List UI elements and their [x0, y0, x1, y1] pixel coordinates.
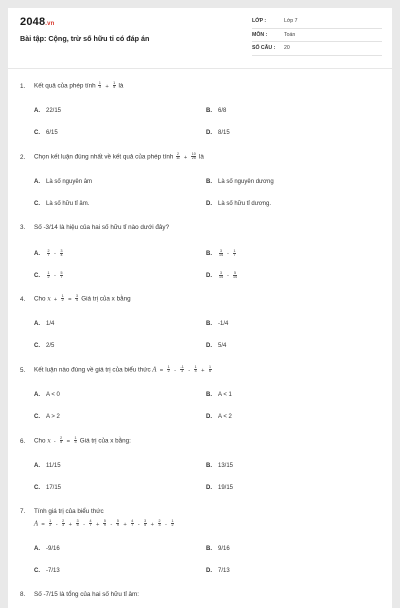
option-value: 1/4	[46, 321, 55, 327]
option-a[interactable]	[34, 321, 54, 327]
option-c[interactable]	[34, 201, 89, 207]
question-text	[20, 591, 139, 598]
question-number: 3.	[20, 224, 26, 231]
option-label: B.	[206, 251, 212, 258]
question-number: 7.	[20, 508, 26, 515]
question-text	[20, 224, 169, 231]
question-number: 1.	[20, 82, 26, 90]
option-d[interactable]	[206, 130, 230, 136]
question-number: 8.	[20, 591, 26, 598]
option-value: -9/16	[46, 546, 60, 552]
meta-key: LỚP :	[252, 18, 267, 24]
site-logo[interactable]	[20, 16, 55, 28]
option-label: B.	[206, 392, 212, 398]
meta-value: 20	[284, 45, 290, 51]
meta-row-count	[252, 42, 382, 56]
option-value: Là số nguyên dương	[218, 179, 274, 185]
fraction: $\frac{1}{3}$	[98, 81, 101, 90]
option-label: B.	[206, 179, 212, 185]
question-text: 6. Cho x - $\frac{2}{5}$ = $\frac{1}{3}$ Giá trị của x bằng:	[20, 436, 131, 445]
meta-key: MÔN :	[252, 31, 268, 38]
header	[8, 8, 392, 68]
option-label: D.	[206, 201, 212, 207]
question-stem: Số -7/15 là tổng của hai số hữu tỉ âm:	[34, 591, 140, 598]
fraction: $\frac{1}{5}$	[113, 81, 116, 90]
question-text: 4. Cho x + $\frac{1}{2}$ = $\frac{3}{4}$ Giá trị của x bằng	[20, 294, 131, 303]
option-label: D.	[206, 343, 212, 349]
option-value: 11/15	[46, 463, 61, 469]
option-label: D.	[206, 130, 212, 136]
question-text: 5. Kết luận nào đúng về giá trị của biểu thức A = $\frac{1}{2}$ - $\frac{-1}{3}$ - $\frac{1}{4}$ + $\frac{1}{6}$	[20, 365, 212, 374]
option-label: A.	[34, 108, 40, 114]
option-value: A < 2	[218, 414, 232, 420]
option-a[interactable]	[34, 392, 60, 398]
question-text: 1. Kết quả của phép tính $\frac{1}{3}$ + $\frac{1}{5}$ là	[20, 81, 124, 90]
option-label: C.	[34, 343, 40, 349]
option-label: A.	[34, 179, 40, 185]
option-label: A.	[34, 321, 40, 327]
option-c[interactable]: C. $\frac{1}{2}$ - $\frac{5}{7}$	[34, 271, 63, 280]
question-stem-end: là	[118, 82, 124, 90]
option-label: C.	[34, 130, 40, 136]
option-label: A.	[34, 251, 40, 258]
meta-value: Toán	[284, 31, 296, 38]
option-b[interactable]	[206, 179, 274, 185]
question-stem: Số -3/14 là hiệu của hai số hữu tỉ nào dưới đây?	[34, 224, 170, 231]
option-value: 6/8	[218, 108, 227, 114]
option-a[interactable]	[34, 546, 60, 552]
option-value: 2/5	[46, 343, 55, 349]
option-value: -7/13	[46, 568, 60, 574]
header-divider	[8, 68, 392, 69]
option-b[interactable]	[206, 546, 230, 552]
option-value: A < 1	[218, 392, 232, 398]
question-number: 4.	[20, 295, 26, 303]
option-label: C.	[34, 273, 40, 280]
worksheet	[8, 8, 392, 608]
option-value: -1/4	[218, 321, 229, 327]
option-c[interactable]	[34, 568, 60, 574]
question-number: 2.	[20, 153, 26, 161]
option-value: 7/13	[218, 568, 230, 574]
option-label: A.	[34, 392, 40, 398]
fraction: $\frac{2}{11}$	[176, 152, 180, 161]
option-label: B.	[206, 321, 212, 327]
fraction: $\frac{10}{25}$	[191, 152, 196, 161]
question-number: 6.	[20, 437, 26, 445]
question-stem-end: là	[198, 153, 204, 161]
meta-table	[252, 15, 382, 56]
option-label: D.	[206, 414, 212, 420]
option-a[interactable]	[34, 179, 92, 185]
option-value: 9/16	[218, 546, 230, 552]
option-value: 8/15	[218, 130, 230, 136]
meta-row-subject	[252, 29, 382, 43]
question-stem: Cho	[34, 437, 46, 445]
option-c[interactable]	[34, 130, 58, 136]
meta-row-class	[252, 15, 382, 29]
question-stem: Kết luận nào đúng về giá trị của biểu thức	[34, 366, 151, 374]
option-b[interactable]	[206, 321, 228, 327]
question-stem: Chọn kết luận đúng nhất về kết quả của phép tính	[34, 153, 174, 161]
question-stem-end: Giá trị của x bằng	[81, 295, 131, 303]
option-b[interactable]	[206, 108, 226, 114]
option-d[interactable]	[206, 485, 233, 491]
option-value: 19/15	[218, 485, 234, 491]
option-b[interactable]	[206, 392, 232, 398]
option-value: Là số hữu tỉ âm.	[46, 201, 90, 207]
question-stem: Kết quả của phép tính	[34, 82, 96, 90]
question-number: 5.	[20, 366, 26, 374]
option-label: B.	[206, 546, 212, 552]
option-value: 6/15	[46, 130, 58, 136]
option-a[interactable]	[34, 463, 61, 469]
option-b[interactable]	[206, 463, 233, 469]
option-d[interactable]	[206, 568, 230, 574]
option-label: A.	[34, 463, 40, 469]
meta-key: SỐ CÂU :	[252, 45, 276, 51]
option-label: C.	[34, 485, 40, 491]
option-label: A.	[34, 546, 40, 552]
option-label: C.	[34, 568, 40, 574]
option-value: Là số hữu tỉ dương.	[218, 201, 271, 207]
option-b[interactable]: B. $\frac{3}{14}$ - $\frac{1}{7}$	[206, 249, 236, 258]
option-value: 17/15	[46, 485, 62, 491]
option-value: 5/4	[218, 343, 227, 349]
option-label: B.	[206, 108, 212, 114]
logo-text: 2048	[20, 16, 46, 28]
expression: A = $\frac{1}{2}$ - $\frac{2}{3}$ + $\frac{3}{5}$ - $\frac{4}{7}$ + $\frac{5}{9}$ - $\frac{5}{9}$ + $\frac{4}{7}$ - $\frac{3}{5}$ + $\frac{2}{3}$ - $\frac{1}{2}$	[34, 519, 174, 528]
option-label: D.	[206, 568, 212, 574]
option-value: 22/15	[46, 108, 62, 114]
option-value: A > 2	[46, 414, 60, 420]
option-value: 13/15	[218, 463, 234, 469]
logo-tld: .vn	[45, 21, 55, 27]
option-value: Là số nguyên âm	[46, 179, 93, 185]
option-label: C.	[34, 414, 40, 420]
question-text: 2. Chọn kết luận đúng nhất về kết quả của phép tính $\frac{2}{11}$ + $\frac{10}{25}$ là	[20, 152, 204, 161]
question-stem: Tính giá trị của biểu thức	[34, 508, 104, 515]
option-c[interactable]	[34, 343, 54, 349]
option-c[interactable]	[34, 485, 61, 491]
option-d[interactable]	[206, 201, 271, 207]
question-text	[20, 508, 104, 515]
option-label: B.	[206, 463, 212, 469]
option-value: A < 0	[46, 392, 60, 398]
option-c[interactable]	[34, 414, 60, 420]
option-label: C.	[34, 201, 40, 207]
question-stem: Cho	[34, 295, 46, 303]
question-stem-end: Giá trị của x bằng:	[79, 437, 131, 445]
option-d[interactable]	[206, 343, 226, 349]
page-title: Bài tập: Cộng, trừ số hữu tỉ có đáp án	[20, 34, 150, 43]
option-a[interactable]	[34, 108, 61, 114]
option-label: D.	[206, 485, 212, 491]
meta-value: Lớp 7	[284, 18, 298, 24]
option-a[interactable]: A. $\frac{2}{7}$ - $\frac{3}{4}$	[34, 249, 63, 258]
option-d[interactable]	[206, 414, 232, 420]
option-label: D.	[206, 273, 212, 280]
option-d[interactable]: D. $\frac{3}{14}$ - $\frac{5}{14}$	[206, 271, 237, 280]
